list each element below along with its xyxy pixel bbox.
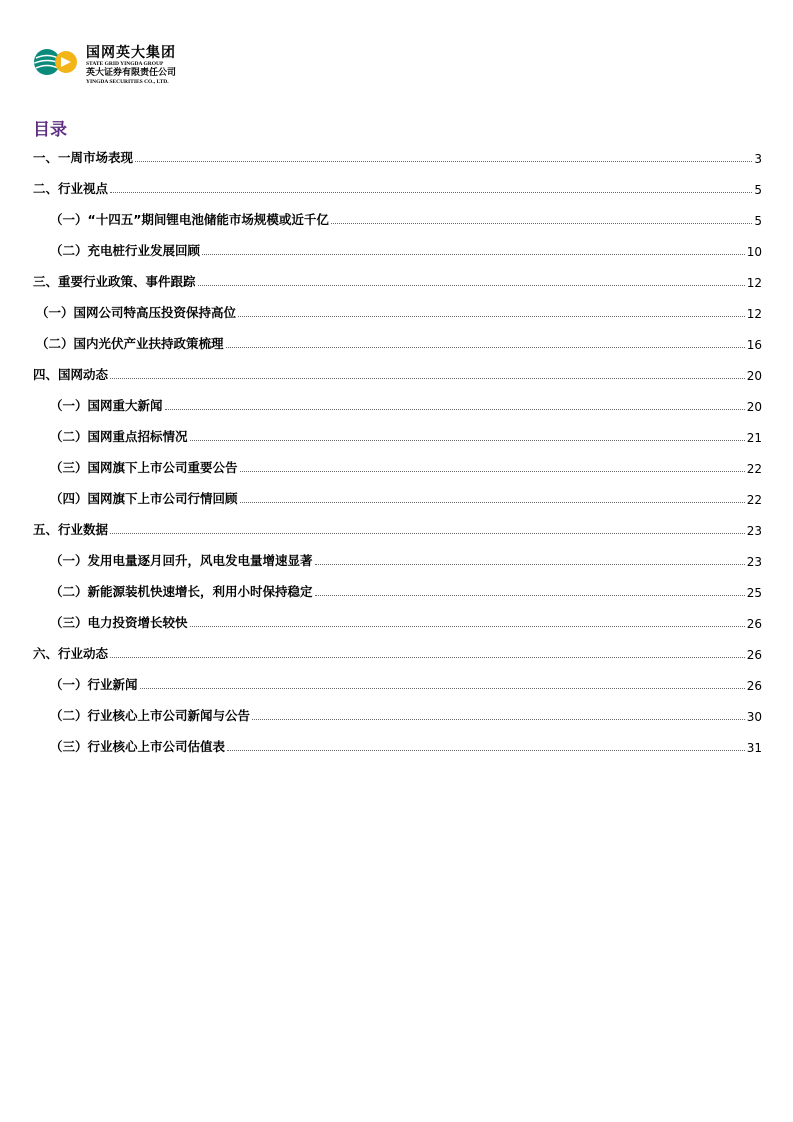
toc-entry-page: 26 [746,679,762,693]
toc-entry-title: 二、行业视点 [33,181,109,196]
toc-leader-dots [252,719,745,720]
toc-entry[interactable] [33,270,762,290]
toc-entry[interactable] [33,394,762,414]
toc-entry-page: 3 [754,152,762,166]
toc-leader-dots [110,657,745,658]
toc-entry[interactable] [33,735,762,755]
toc-entry-page: 21 [746,431,762,445]
toc-entry-title: 五、行业数据 [33,522,109,537]
toc-entry-page: 31 [746,741,762,755]
toc-entry-page: 26 [746,617,762,631]
toc-leader-dots [198,285,745,286]
toc-entry-page: 22 [746,493,762,507]
toc-leader-dots [227,750,745,751]
toc-entry-page: 10 [746,245,762,259]
toc-leader-dots [202,254,745,255]
toc-entry-page: 22 [746,462,762,476]
toc-leader-dots [331,223,752,224]
toc-entry-title: （三）行业核心上市公司估值表 [50,739,226,754]
toc-leader-dots [315,595,745,596]
toc-leader-dots [135,161,752,162]
toc-entry[interactable] [33,580,762,600]
toc-entry[interactable] [33,549,762,569]
toc-entry-title: （一）“十四五”期间锂电池储能市场规模或近千亿 [50,212,329,227]
company-name-en: YINGDA SECURITIES CO., LTD. [86,79,169,85]
toc-entry-page: 20 [746,369,762,383]
toc-entry-title: （一）行业新闻 [50,677,138,692]
toc-entry-title: （一）国网重大新闻 [50,398,163,413]
toc-entry[interactable] [33,425,762,445]
toc-entry[interactable] [33,704,762,724]
toc-entry[interactable] [33,456,762,476]
toc-leader-dots [240,502,745,503]
toc-entry-title: （二）国内光伏产业扶持政策梳理 [36,336,224,351]
logo-group-name: 国网英大集团 [86,45,176,61]
toc-leader-dots [190,626,745,627]
toc-entry-title: 四、国网动态 [33,367,109,382]
toc-leader-dots [190,440,745,441]
toc-leader-dots [240,471,745,472]
toc-entry-page: 5 [754,214,762,228]
toc-entry[interactable] [33,487,762,507]
toc-entry-title: （二）国网重点招标情况 [50,429,188,444]
toc-entry-title: （二）新能源装机快速增长，利用小时保持稳定 [50,584,313,599]
toc-leader-dots [238,316,745,317]
toc-entry-page: 30 [746,710,762,724]
toc-entry-title: （一）国网公司特高压投资保持高位 [36,305,237,320]
toc-leader-dots [110,192,752,193]
toc-entry-page: 23 [746,524,762,538]
toc-leader-dots [140,688,745,689]
toc-entry-page: 12 [746,307,762,321]
toc-leader-dots [110,378,745,379]
toc-entry[interactable] [33,673,762,693]
toc-leader-dots [315,564,745,565]
state-grid-logo-icon [32,47,78,77]
toc-entry-title: 六、行业动态 [33,646,109,661]
toc-entry-page: 23 [746,555,762,569]
company-name: 英大证券有限责任公司 [86,68,177,78]
toc-heading: 目录 [33,120,67,140]
toc-entry[interactable] [33,363,762,383]
toc-entry[interactable] [33,518,762,538]
toc-entry-title: （三）国网旗下上市公司重要公告 [50,460,238,475]
logo-group-name-en: STATE GRID YINGDA GROUP [86,61,164,67]
toc-entry-page: 12 [746,276,762,290]
toc-entry-title: 一、一周市场表现 [33,150,134,165]
toc-leader-dots [110,533,745,534]
toc-entry-title: （二）行业核心上市公司新闻与公告 [50,708,251,723]
toc-entry-page: 26 [746,648,762,662]
toc-entry-page: 16 [746,338,762,352]
toc-entry[interactable] [33,177,762,197]
company-logo [32,45,222,95]
toc-entry[interactable] [33,146,762,166]
toc-entry-title: （三）电力投资增长较快 [50,615,188,630]
toc-entry-page: 25 [746,586,762,600]
toc-entry[interactable] [33,611,762,631]
toc-entry[interactable] [33,642,762,662]
toc-entry-title: （一）发用电量逐月回升，风电发电量增速显著 [50,553,313,568]
toc-leader-dots [226,347,745,348]
toc-leader-dots [165,409,745,410]
toc-entry-title: （四）国网旗下上市公司行情回顾 [50,491,238,506]
toc-entry[interactable] [33,332,762,352]
toc-entry-title: （二）充电桩行业发展回顾 [50,243,201,258]
toc-entry[interactable] [33,208,762,228]
toc-entry[interactable] [33,301,762,321]
toc-entry[interactable] [33,239,762,259]
toc-entry-title: 三、重要行业政策、事件跟踪 [33,274,196,289]
toc-entry-page: 20 [746,400,762,414]
toc-entry-page: 5 [754,183,762,197]
